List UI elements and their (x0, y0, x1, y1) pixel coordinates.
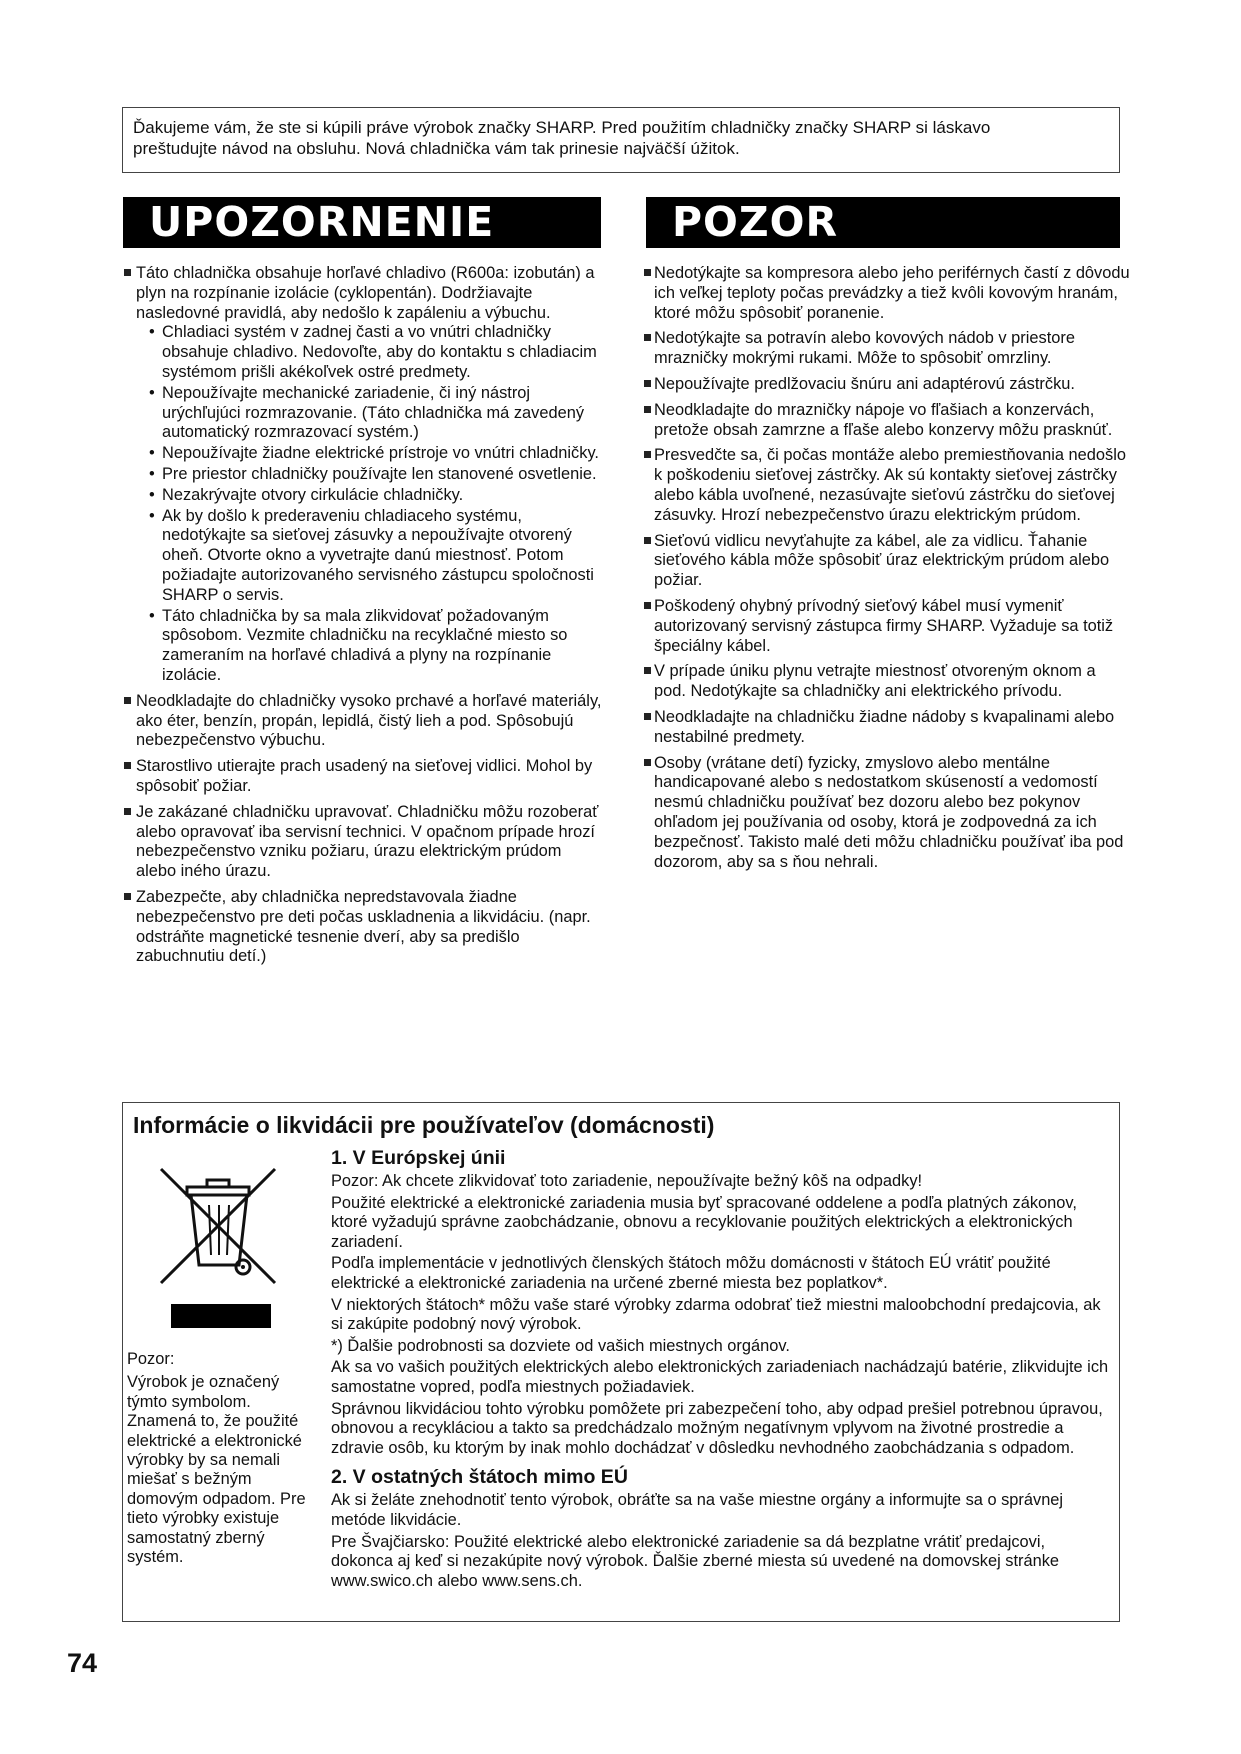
side-heading: Pozor: (127, 1350, 175, 1368)
list-item (125, 264, 605, 686)
list-item: Sieťovú vidlicu nevyťahujte za kábel, ale za vidlicu. Ťahanie sieťového kábla môže spôsobiť úraz elektrickým prúdom alebo požiar. (640, 532, 1130, 591)
section-1-heading: 1. V Európskej únii (331, 1147, 506, 1169)
disposal-main-text (331, 1147, 1111, 1593)
intro-line-2: preštudujte návod na obsluhu. Nová chladnička vám tak prinesie najväčší úžitok. (133, 139, 740, 158)
list-item: Nedotýkajte sa kompresora alebo jeho periférnych častí z dôvodu ich veľkej teploty počas prevádzky a tiež kvôli kovovým hranám, ktoré môžu spôsobiť poranenie. (640, 264, 1130, 323)
list-item: Nepoužívajte predlžovaciu šnúru ani adaptérovú zástrčku. (640, 375, 1130, 395)
symbol-explanation (127, 1350, 312, 1571)
sub-item: • Nezakrývajte otvory cirkulácie chladničky. (136, 486, 605, 506)
upozornenie-heading: UPOZORNENIE (123, 197, 601, 248)
crossed-out-wheelie-bin-icon (153, 1161, 283, 1291)
paragraph: Ak sa vo vašich použitých elektrických alebo elektronických zariadeniach nachádzajú batérie, zlikvidujte ich samostatne vopred, podľa miestnych požiadaviek. (331, 1358, 1109, 1396)
disposal-title: Informácie o likvidácii pre používateľov (domácnosti) (133, 1112, 715, 1138)
list-item: V prípade úniku plynu vetrajte miestnosť otvoreným oknom a pod. Nedotýkajte sa chladničky ani elektrického prívodu. (640, 662, 1130, 702)
paragraph: Pre Švajčiarsko: Použité elektrické alebo elektronické zariadenie sa dá bezplatne vrátiť predajcovi, dokonca aj keď si nezakúpite nový výrobok. Ďalšie zberné miesta sú uvedené na domovskej stránke www.swico.ch alebo www.sens.ch. (331, 1532, 1060, 1590)
sub-item: • Ak by došlo k prederaveniu chladiaceho systému, nedotýkajte sa sieťovej zásuvky a nepoužívajte otvorený oheň. Otvorte okno a vyvetrajte danú miestnosť. Potom požiadajte autorizovaného servisného zástupcu spoločnosti SHARP o servis. (136, 507, 605, 606)
paragraph: Ak si želáte znehodnotiť tento výrobok, obráťte sa na vaše miestne orgány a informujte sa o správnej metóde likvidácie. (331, 1491, 1064, 1529)
disposal-info-box (122, 1102, 1120, 1622)
list-item: Poškodený ohybný prívodný sieťový kábel musí vymeniť autorizovaný servisný zástupca firmy SHARP. Vyžaduje sa totiž špeciálny kábel. (640, 597, 1130, 656)
upozornenie-column (125, 264, 605, 973)
list-item: Neodkladajte na chladničku žiadne nádoby s kvapalinami alebo nestabilné predmety. (640, 708, 1130, 748)
list-item: Neodkladajte do chladničky vysoko prchavé a horľavé materiály, ako éter, benzín, propán, lepidlá, čistý lieh a pod. Spôsobujú nebezpečenstvo výbuchu. (125, 692, 605, 751)
intro-line-1: Ďakujeme vám, že ste si kúpili práve výrobok značky SHARP. Pred použitím chladničky značky SHARP si láskavo (133, 118, 991, 137)
item-text: Táto chladnička obsahuje horľavé chladivo (R600a: izobután) a plyn na rozpínanie izolácie (cyklopentán). Dodržiavajte nasledovné pravidlá, aby nedošlo k zapáleniu a výbuchu. (136, 264, 595, 322)
sub-item: • Chladiaci systém v zadnej časti a vo vnútri chladničky obsahuje chladivo. Nedovoľte, aby do kontaktu s chladiacim systémom prišli akékoľvek ostré predmety. (136, 323, 605, 382)
page-number: 74 (67, 1648, 98, 1678)
paragraph: Podľa implementácie v jednotlivých členských štátoch môžu domácnosti v štátoch EÚ vrátiť použité elektrické a elektronické zariadenia na určené zberné miesta bez poplatkov*. (331, 1254, 1051, 1292)
list-item: Starostlivo utierajte prach usadený na sieťovej vidlici. Mohol by spôsobiť požiar. (125, 757, 605, 797)
paragraph: *) Ďalšie podrobnosti sa dozviete od vašich miestnych orgánov. (331, 1336, 790, 1355)
section-2-heading: 2. V ostatných štátoch mimo EÚ (331, 1466, 628, 1489)
sub-item: • Pre priestor chladničky používajte len stanovené osvetlenie. (136, 465, 605, 485)
paragraph: Správnou likvidáciou tohto výrobku pomôžete pri zabezpečení toho, aby odpad prešiel potrebnou úpravou, obnovou a recykláciou a takto sa predchádzalo možným negatívnym vplyvom na životné prostredie a zdravie osôb, ku ktorým by inak mohlo dochádzať v dôsledku nevhodného zaobchádzania s odpadom. (331, 1399, 1103, 1457)
paragraph: V niektorých štátoch* môžu vaše staré výrobky zdarma odobrať tiež miestni maloobchodní predajcovia, ak si zakúpite podobný nový výrobok. (331, 1295, 1101, 1334)
pozor-heading: POZOR (646, 197, 1120, 248)
paragraph: Pozor: Ak chcete zlikvidovať toto zariadenie, nepoužívajte bežný kôš na odpadky! (331, 1172, 923, 1190)
list-item: Neodkladajte do mrazničky nápoje vo fľašiach a konzervách, pretože obsah zamrzne a fľaše alebo konzervy môžu prasknúť. (640, 401, 1130, 441)
side-text: Výrobok je označený týmto symbolom. Znamená to, že použité elektrické a elektronické výrobky by sa nemali miešať s bežným domovým odpadom. Pre tieto výrobky existuje samostatný zberný systém. (127, 1373, 306, 1567)
sub-item: • Táto chladnička by sa mala zlikvidovať požadovaným spôsobom. Vezmite chladničku na recyklačné miesto so zameraním na horľavé chladivá a plyny na rozpínanie izolácie. (136, 607, 605, 686)
list-item: Presvedčte sa, či počas montáže alebo premiestňovania nedošlo k poškodeniu sieťovej zástrčky. Ak sú kontakty sieťovej zástrčky alebo kábla uvoľnené, nezasúvajte sieťovú zástrčku do sieťovej zásuvky. Hrozí nebezpečenstvo úrazu elektrickým prúdom. (640, 446, 1130, 525)
sub-item: • Nepoužívajte žiadne elektrické prístroje vo vnútri chladničky. (136, 444, 605, 464)
pozor-column (640, 264, 1130, 878)
black-bar-symbol (171, 1304, 271, 1328)
list-item: Nedotýkajte sa potravín alebo kovových nádob v priestore mrazničky mokrými rukami. Môže to spôsobiť omrzliny. (640, 329, 1130, 369)
paragraph: Použité elektrické a elektronické zariadenia musia byť spracované oddelene a podľa platných zákonov, ktoré vyžadujú správne zaobchádzanie, obnovu a recyklovanie použitých elektrických a elektronických zariadení. (331, 1193, 1077, 1251)
list-item: Zabezpečte, aby chladnička nepredstavovala žiadne nebezpečenstvo pre deti počas uskladnenia a likvidáciu. (napr. odstráňte magnetické tesnenie dverí, aby sa predišlo zabuchnutiu detí.) (125, 888, 605, 967)
intro-box (122, 107, 1120, 173)
list-item: Je zakázané chladničku upravovať. Chladničku môžu rozoberať alebo opravovať iba servisní technici. V opačnom prípade hrozí nebezpečenstvo vzniku požiaru, úrazu elektrickým prúdom alebo iného úrazu. (125, 803, 605, 882)
list-item: Osoby (vrátane detí) fyzicky, zmyslovo alebo mentálne handicapované alebo s nedostatkom skúseností a vedomostí nesmú chladničku používať bez dozoru alebo bez pokynov ohľadom jej používania od osoby, ktorá je zodpovedná za ich bezpečnosť. Takisto malé deti môžu chladničku používať iba pod dozorom, aby sa s ňou nehrali. (640, 754, 1130, 873)
sub-item: • Nepoužívajte mechanické zariadenie, či iný nástroj urýchľujúci rozmrazovanie. (Táto chladnička má zavedený automatický rozmrazovací systém.) (136, 384, 605, 443)
